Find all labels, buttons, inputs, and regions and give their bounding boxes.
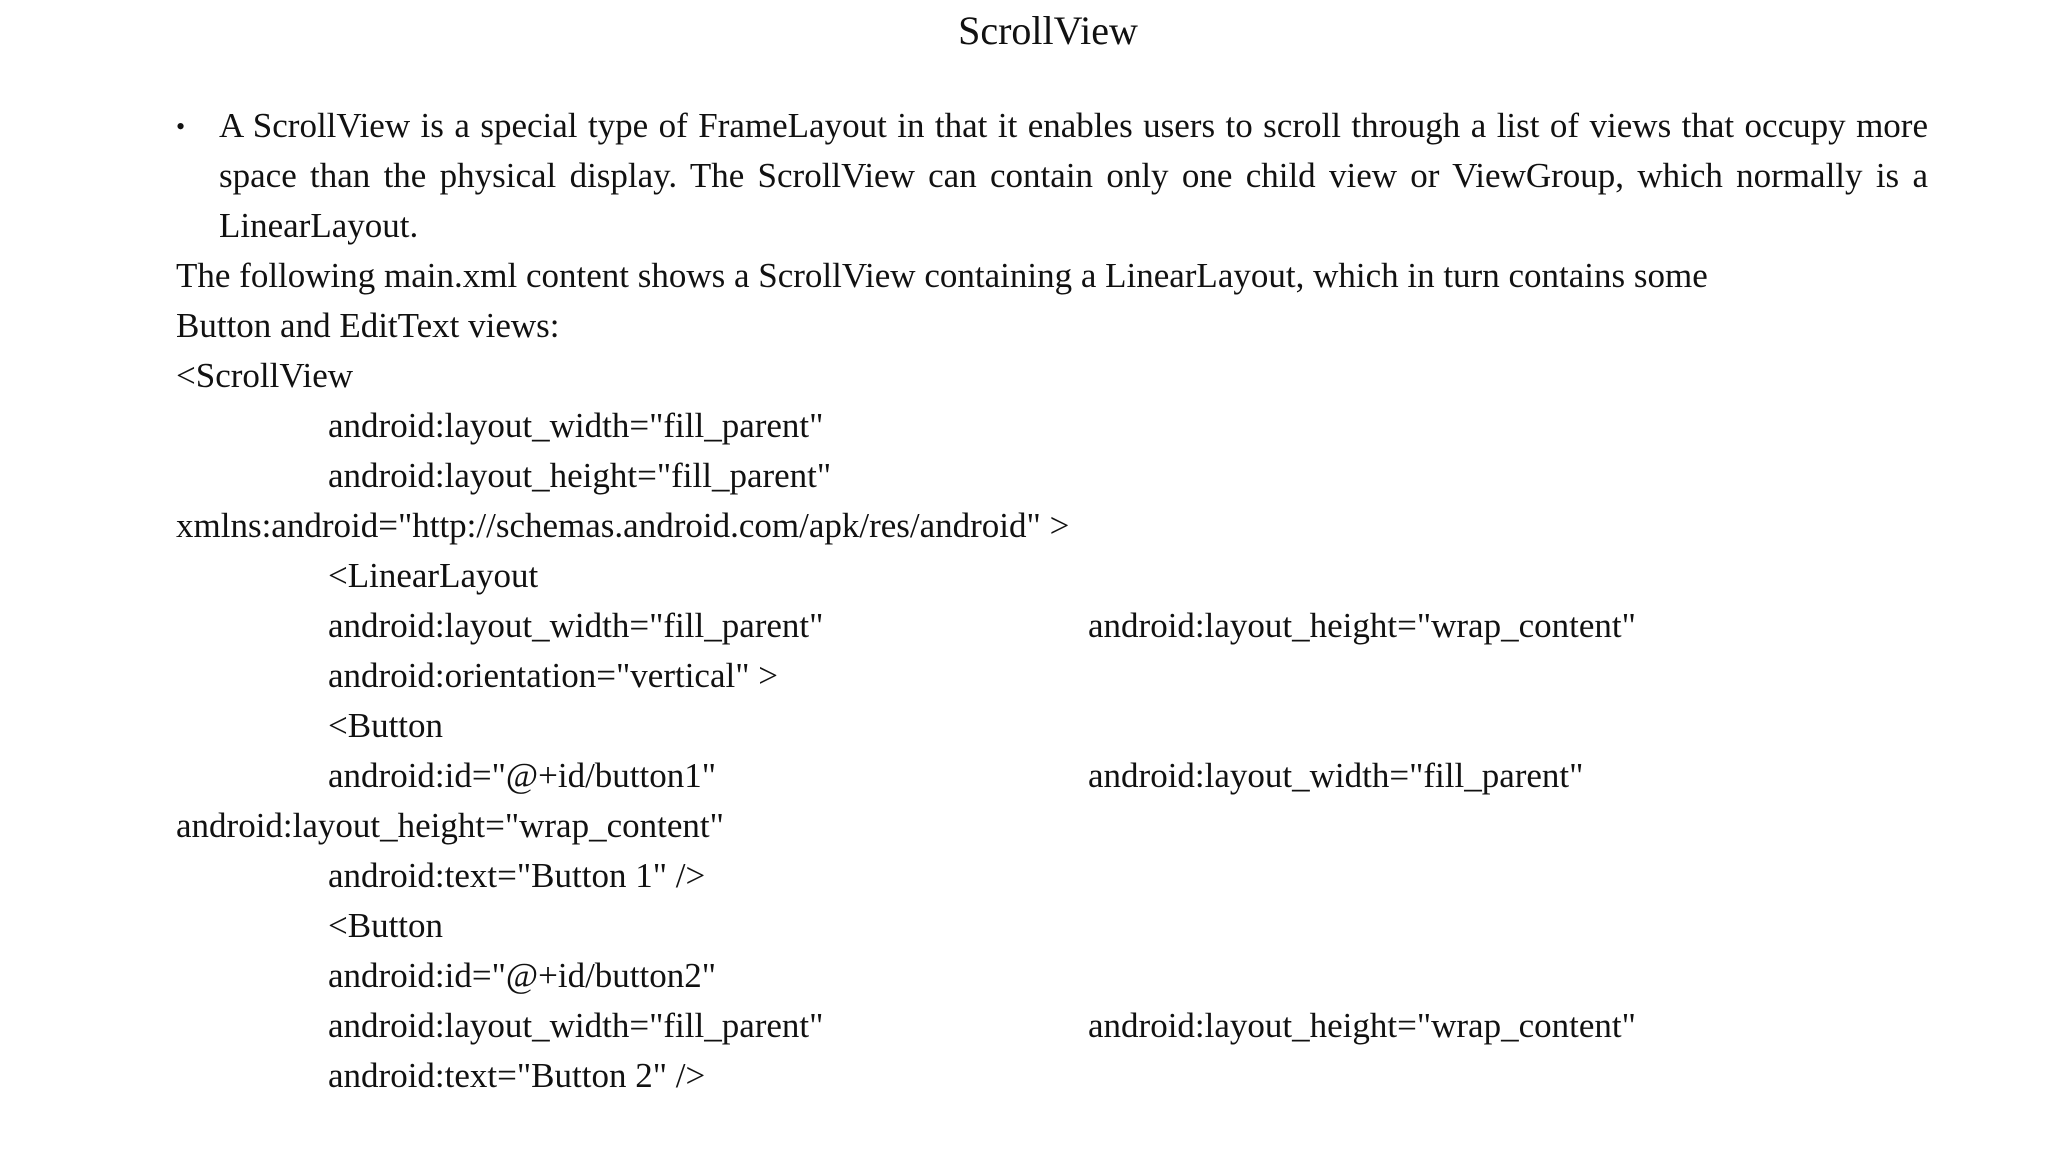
code-line [176,751,1928,801]
code-line [176,401,1928,451]
body-text [176,251,1928,1101]
code-attr: android:layout_width="fill_parent" [1088,756,1584,795]
code-line [176,1001,1928,1051]
code-line [176,701,1928,751]
code-line [176,601,1928,651]
code-button-open: <Button [328,906,444,945]
code-attr: android:layout_width="fill_parent" [328,606,824,645]
code-attr: android:layout_width="fill_parent" [328,406,824,445]
code-attr: android:layout_height="fill_parent" [328,456,832,495]
code-button-open: <Button [328,706,444,745]
code-line [176,851,1928,901]
intro-text-2: Button and EditText views: [176,306,560,345]
code-attr: android:text="Button 2" /> [328,1056,706,1095]
code-attr: android:orientation="vertical" > [328,656,778,695]
code-line [176,801,1928,851]
code-line [176,451,1928,501]
code-line [176,501,1928,551]
code-attr: android:id="@+id/button1" [328,756,717,795]
code-line [176,901,1928,951]
code-attr: android:layout_height="wrap_content" [1088,1006,1636,1045]
code-attr: android:text="Button 1" /> [328,856,706,895]
intro-text-1: The following main.xml content shows a ScrollView containing a LinearLayout, which in turn contains some [176,256,1708,295]
code-attr: android:layout_height="wrap_content" [176,806,724,845]
code-scrollview-open: <ScrollView [176,356,354,395]
code-attr: android:layout_width="fill_parent" [328,1006,824,1045]
code-attr: android:layout_height="wrap_content" [1088,606,1636,645]
code-line [176,551,1928,601]
bullet-dot-icon: • [176,112,186,141]
code-attr: android:id="@+id/button2" [328,956,717,995]
code-linearlayout-open: <LinearLayout [328,556,539,595]
code-xmlns: xmlns:android="http://schemas.android.com/apk/res/android" > [176,506,1070,545]
code-line [176,951,1928,1001]
intro-line [176,251,1928,301]
intro-line [176,301,1928,351]
code-line [176,1051,1928,1101]
code-line [176,351,1928,401]
bullet-paragraph: A ScrollView is a special type of FrameLayout in that it enables users to scroll through a list of views that occupy more space than the physical display. The ScrollView can contain only one child view or ViewGroup, which normally is a LinearLayout. [219,106,1928,245]
code-line [176,651,1928,701]
page-title: ScrollView [958,8,1138,53]
